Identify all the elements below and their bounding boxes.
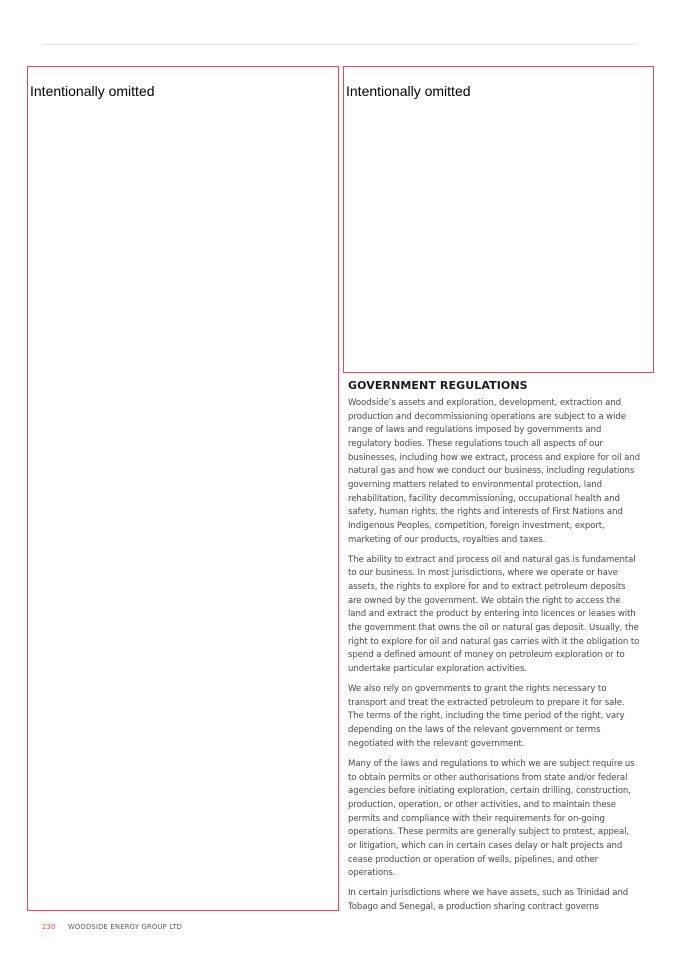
paragraph-4: Many of the laws and regulations to which we are subject require us to obtain permits or other authorisations from state and/or federal agencies before initiating exploration, certain drilling, construction, production, operation, or other activities, and to maintain these permits and compliance with their requirements for on-going operations. These permits are generally subject to protest, appeal, or litigation, which can in certain cases delay or halt projects and cease production or operation of wells, pipelines, and other operations. [348, 758, 635, 879]
omitted-label-right: Intentionally omitted [346, 83, 471, 99]
company-name: WOODSIDE ENERGY GROUP LTD [67, 923, 183, 931]
header-divider [42, 44, 636, 45]
paragraph-3: We also rely on governments to grant the rights necessary to transport and treat the extracted petroleum to prepare it for sale. The terms of the right, including the time period of the right, vary depending on the laws of the relevant government or terms negotiated with the relevant government. [348, 684, 625, 749]
paragraph-1: Woodside’s assets and exploration, development, extraction and production and decommissioning operations are subject to a wide range of laws and regulations imposed by governments and regulatory bodies. These regulations touch all aspects of our businesses, including how we extract, process and explore for oil and natural gas and how we conduct our business, including regulations governing matters related to environmental protection, land rehabilitation, facility decommissioning, occupational health and safety, human rights, the rights and interests of First Nations and Indigenous Peoples, competition, foreign investment, export, marketing of our products, royalties and taxes. [348, 398, 640, 545]
omitted-figure-left [27, 66, 339, 911]
page-footer [42, 923, 182, 931]
paragraph-2: The ability to extract and process oil and natural gas is fundamental to our business. In most jurisdictions, where we operate or have assets, the rights to explore for and to extract petroleum deposits are owned by the government. We obtain the right to access the land and extract the product by entering into licences or leases with the government that owns the oil or natural gas deposit. Usually, the right to explore for oil and natural gas carries with it the obligation to spend a defined amount of money on petroleum exploration or to undertake particular exploration activities. [348, 554, 640, 674]
section-title: GOVERNMENT REGULATIONS [348, 379, 528, 392]
omitted-label-left: Intentionally omitted [30, 83, 155, 99]
page-number: 230 [42, 923, 56, 931]
omitted-figure-right [343, 66, 654, 373]
paragraph-5: In certain jurisdictions where we have assets, such as Trinidad and Tobago and Senegal, a production sharing contract governs [348, 888, 629, 912]
government-regulations-section [348, 378, 640, 921]
